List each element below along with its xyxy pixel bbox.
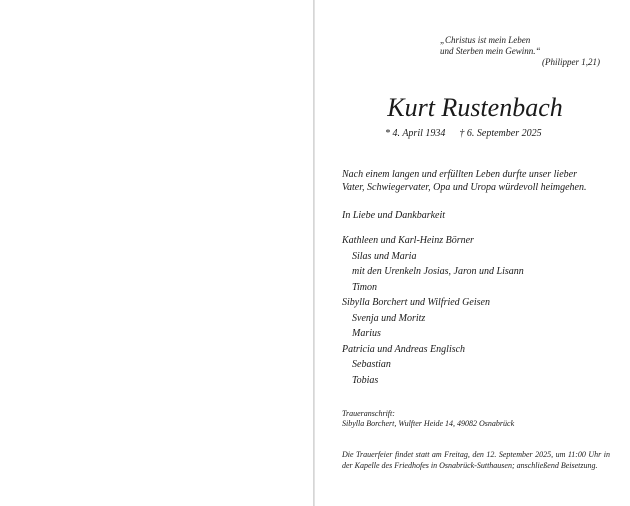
verse-line-1: „Christus ist mein Leben xyxy=(440,35,531,45)
verse-reference: (Philipper 1,21) xyxy=(542,57,600,67)
verse-line-2: und Sterben mein Gewinn.“ xyxy=(440,46,541,56)
life-dates xyxy=(385,128,590,140)
address-label: Traueranschrift: xyxy=(342,409,395,418)
family-member: Tobias xyxy=(352,374,379,386)
intro-line-1: Nach einem langen und erfüllten Leben durfte unser lieber xyxy=(342,169,577,180)
funeral-service-info: Die Trauerfeier findet statt am Freitag, den 12. September 2025, um 11:00 Uhr in der Kapelle des Friedhofes in Osnabrück-Sutthausen; anschließend Beisetzung. xyxy=(342,450,610,470)
family-member: Marius xyxy=(352,328,381,339)
family-member: Sibylla Borchert und Wilfried Geisen xyxy=(342,297,490,308)
death-date: † 6. September 2025 xyxy=(459,128,542,139)
thanks-line: In Liebe und Dankbarkeit xyxy=(342,210,446,221)
family-member: Sebastian xyxy=(352,359,391,370)
address-value: Sibylla Borchert, Wulfter Heide 14, 49082 Osnabrück xyxy=(342,419,515,428)
family-list xyxy=(342,233,612,388)
family-member: Kathleen und Karl-Heinz Börner xyxy=(342,235,474,246)
birth-date: * 4. April 1934 xyxy=(385,128,446,139)
bible-verse xyxy=(440,35,600,68)
family-member: mit den Urenkeln Josias, Jaron und Lisann xyxy=(352,266,524,277)
deceased-name: Kurt Rustenbach xyxy=(387,93,563,122)
mourning-address xyxy=(342,409,617,429)
family-member: Silas und Maria xyxy=(352,250,417,262)
intro-text xyxy=(342,168,617,194)
intro-line-2: Vater, Schwiegervater, Opa und Uropa würdevoll heimgehen. xyxy=(342,182,587,193)
obituary-page xyxy=(315,0,630,506)
left-blank-page xyxy=(0,0,313,506)
family-member: Timon xyxy=(352,281,378,293)
family-member: Svenja und Moritz xyxy=(352,312,426,324)
family-member: Patricia und Andreas Englisch xyxy=(342,343,466,355)
